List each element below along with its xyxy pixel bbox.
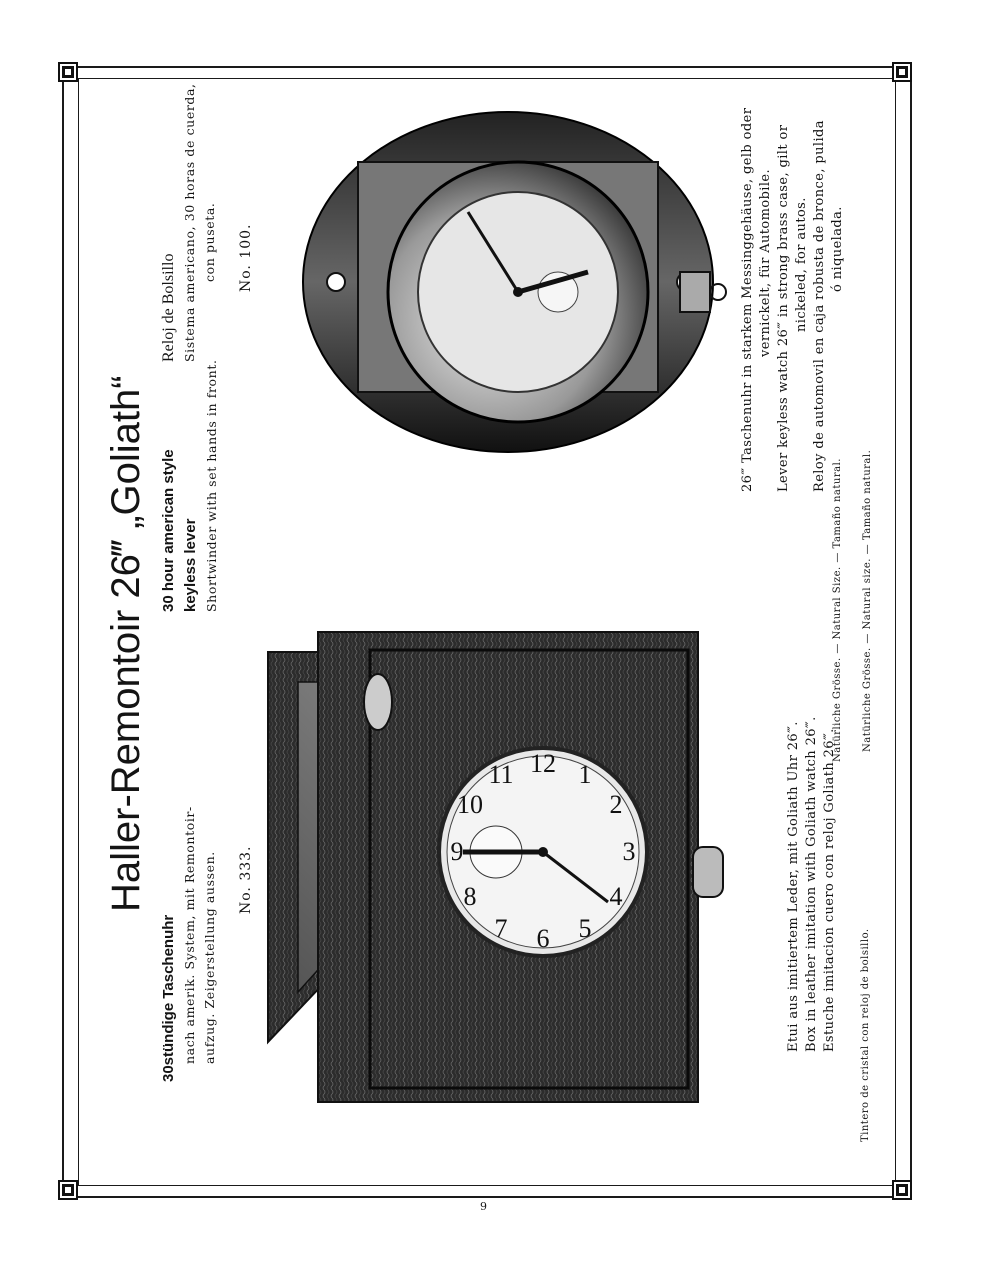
- page-title: Haller-Remontoir 26‴ „Goliath“: [104, 375, 148, 912]
- size-note: Natürliche Grösse. — Natural Size. — Tamaño natural.: [832, 458, 843, 762]
- dial-numeral: 3: [622, 837, 636, 866]
- dial-numeral: 2: [609, 790, 623, 819]
- dial-numeral: 6: [536, 924, 550, 953]
- case-footnote: Tintero de cristal con reloj de bolsillo.: [860, 928, 871, 1142]
- english-text-line: Shortwinder with set hands in front.: [204, 359, 219, 612]
- spanish-text-line: Sistema americano, 30 horas de cuerda,: [182, 83, 197, 362]
- case-caption-english: Box in leather imitation with Goliath watch 26‴.: [804, 716, 819, 1052]
- item-number: No. 333.: [238, 845, 254, 914]
- dial-numeral: 4: [609, 882, 623, 911]
- case-caption-german: Etui aus imitiertem Leder, mit Goliath Uhr 26‴.: [786, 721, 801, 1052]
- auto-caption-spanish: Reloy de automovil en caja robusta de bronce, pulida: [812, 120, 827, 492]
- corner-ornament: [60, 1182, 76, 1198]
- item-number: No. 100.: [238, 223, 254, 292]
- auto-caption-german: 26‴ Taschenuhr in starkem Messinggehäuse, gelb oder: [740, 107, 755, 492]
- dial-numeral: 8: [463, 882, 477, 911]
- auto-caption-spanish: ó niquelada.: [830, 206, 845, 292]
- german-heading: 30stündige Taschenuhr: [160, 914, 177, 1082]
- size-note: Natürliche Grösse. — Natural size. — Tamaño natural.: [862, 449, 873, 752]
- rotated-content: [88, 82, 898, 1182]
- english-heading: 30 hour american style: [160, 449, 177, 612]
- spanish-heading: Reloj de Bolsillo: [160, 253, 177, 362]
- dial-numeral: 1: [578, 760, 592, 789]
- corner-ornament: [60, 64, 76, 80]
- dial-numeral: 11: [488, 760, 514, 789]
- auto-caption-english: nickeled, for autos.: [794, 197, 809, 332]
- german-text-line: aufzug. Zeigerstellung aussen.: [202, 851, 217, 1064]
- auto-caption-english: Lever keyless watch 26‴ in strong brass case, gilt or: [776, 124, 791, 492]
- leather-case-illustration: [258, 582, 778, 1122]
- dial-numeral: 9: [450, 837, 464, 866]
- case-caption-spanish: Estuche imitacion cuero con reloj Goliath 26‴.: [822, 728, 837, 1052]
- dial-numeral: 12: [530, 749, 556, 778]
- english-heading: keyless lever: [182, 518, 199, 612]
- page-number: 9: [480, 1200, 487, 1213]
- dial-numeral: 7: [494, 914, 508, 943]
- auto-caption-german: vernickelt, für Automobile.: [758, 168, 773, 357]
- corner-ornament: [894, 64, 910, 80]
- dial-numeral: 10: [457, 790, 483, 819]
- german-text-line: nach amerik. System, mit Remontoir-: [182, 806, 197, 1064]
- corner-ornament: [894, 1182, 910, 1198]
- dial-numeral: 5: [578, 914, 592, 943]
- automobile-clock-illustration: [288, 102, 728, 482]
- spanish-text-line: con puseta.: [202, 202, 217, 282]
